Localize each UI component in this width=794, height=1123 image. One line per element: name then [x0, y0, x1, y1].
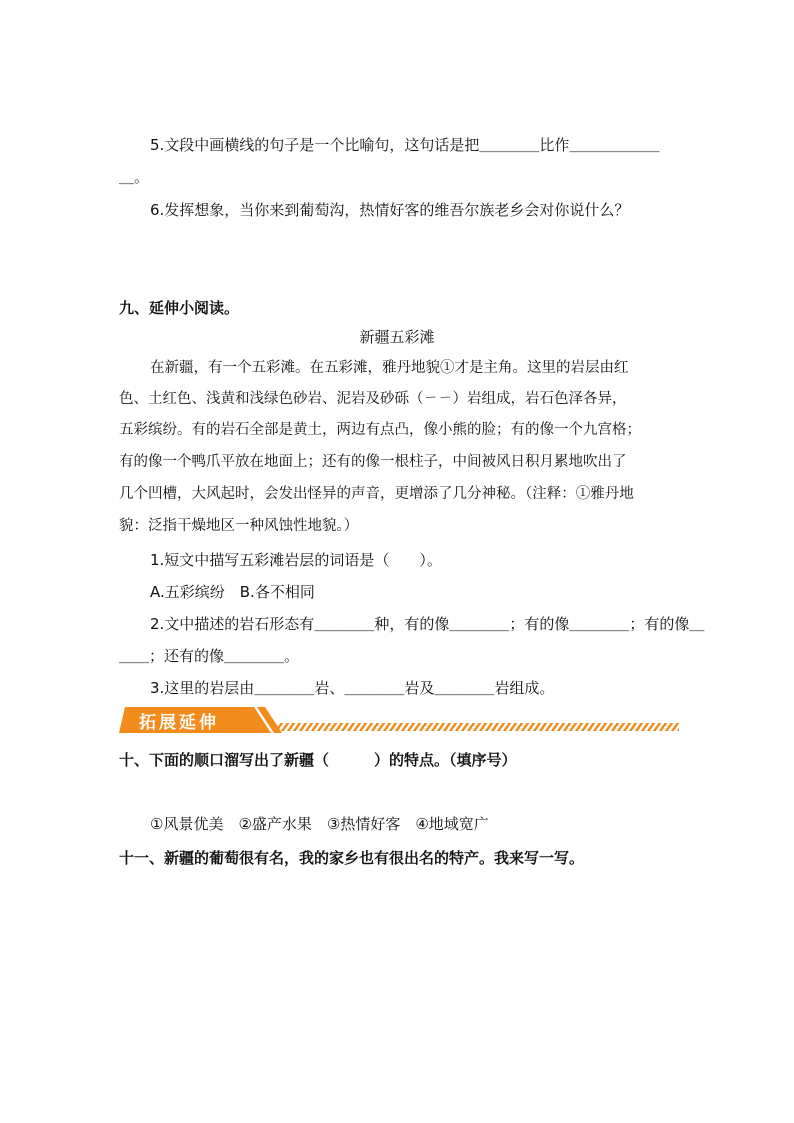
section9-q2-line1: 2.文中描述的岩石形态有＿＿＿＿种，有的像＿＿＿＿；有的像＿＿＿＿；有的像＿	[150, 615, 705, 633]
section9-q3: 3.这里的岩层由＿＿＿＿岩、＿＿＿＿岩及＿＿＿＿岩组成。	[150, 679, 555, 697]
passage-line: 有的像一个鸭爪平放在地面上；还有的像一根柱子，中间被风日积月累地吹出了	[119, 454, 627, 470]
q5-line2: ＿。	[119, 168, 150, 186]
passage-line: 几个凹槽，大风起时，会发出怪异的声音，更增添了几分神秘。（注释：①雅丹地	[119, 486, 634, 502]
section10-options: ①风景优美 ②盛产水果 ③热情好客 ④地域宽广	[150, 815, 489, 833]
passage-line: 五彩缤纷。有的岩石全部是黄土，两边有点凸，像小熊的脸；有的像一个九宫格；	[119, 422, 641, 438]
section11-heading: 十一、新疆的葡萄很有名，我的家乡也有很出名的特产。我来写一写。	[119, 849, 585, 867]
passage-line: 在新疆，有一个五彩滩。在五彩滩，雅丹地貌①才是主角。这里的岩层由红	[150, 360, 629, 376]
section9-heading: 九、延伸小阅读。	[119, 299, 240, 317]
q5-line1: 5.文段中画横线的句子是一个比喻句，这句话是把＿＿＿＿比作＿＿＿＿＿＿	[150, 136, 660, 154]
banner-label: 拓展延伸	[139, 713, 219, 733]
passage-line: 貌：泛指干燥地区一种风蚀性地貌。）	[119, 518, 359, 534]
passage-line: 色、土红色、浅黄和浅绿色砂岩、泥岩及砂砾（ㄧㄧ）岩组成，岩石色泽各异，	[119, 391, 627, 407]
section10-heading: 十、下面的顺口溜写出了新疆（ ）的特点。（填序号）	[119, 751, 517, 769]
passage-title: 新疆五彩滩	[359, 328, 435, 346]
section9-q1: 1.短文中描写五彩滩岩层的词语是（ ）。	[150, 551, 442, 569]
q6-text: 6.发挥想象，当你来到葡萄沟，热情好客的维吾尔族老乡会对你说什么？	[150, 201, 630, 219]
section9-q1-options: A.五彩缤纷 B.各不相同	[150, 583, 315, 601]
section9-q2-line2: ＿＿；还有的像＿＿＿＿。	[119, 647, 300, 665]
